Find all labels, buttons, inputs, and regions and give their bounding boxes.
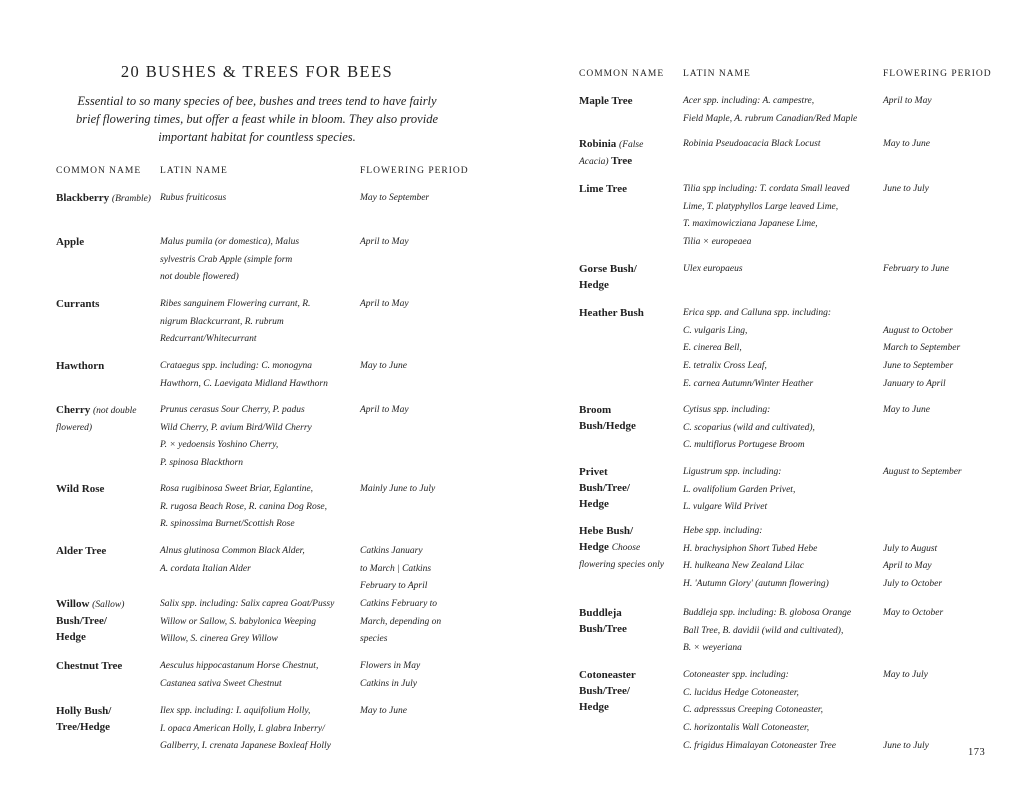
- latin-name: Alnus glutinosa Common Black Alder, A. cordata Italian Alder: [160, 546, 305, 574]
- common-name-cell: [56, 190, 152, 207]
- latin-name: Rubus fruiticosus: [160, 193, 227, 203]
- common-name: Cherry: [56, 404, 91, 416]
- common-name-continued: Bush/Tree/ Hedge: [56, 615, 107, 643]
- latin-name: Acer spp. including: A. campestre, Field Maple, A. rubrum Canadian/Red Maple: [683, 96, 858, 124]
- flowering-period: April to May: [883, 96, 932, 106]
- flowering-period: August to September: [883, 467, 962, 477]
- common-name-cell: [579, 181, 675, 197]
- common-name: Hebe Bush/ Hedge: [579, 525, 634, 553]
- flowering-period: May to June: [360, 706, 407, 716]
- common-name-cell: [579, 93, 675, 109]
- header-common-name: COMMON NAME: [56, 166, 142, 176]
- latin-name: Erica spp. and Calluna spp. including: C. vulgaris Ling, E. cinerea Bell, E. tetralix Cross Leaf, E. carnea Autumn/Winter Heather: [683, 308, 832, 389]
- flowering-period: May to June: [360, 361, 407, 371]
- common-name: Robinia: [579, 138, 617, 150]
- common-name: Alder Tree: [56, 545, 107, 557]
- flowering-period: May to September: [360, 193, 430, 203]
- common-name-cell: [579, 261, 675, 293]
- latin-name: Salix spp. including: Salix caprea Goat/Pussy Willow or Sallow, S. babylonica Weeping Willow, S. cinerea Grey Willow: [160, 599, 335, 645]
- common-name: Holly Bush/ Tree/Hedge: [56, 705, 112, 733]
- flowering-period: Catkins February to March, depending on species: [360, 599, 442, 645]
- common-name: Broom Bush/Hedge: [579, 404, 636, 432]
- latin-name: Hebe spp. including: H. brachysiphon Short Tubed Hebe H. hulkeana New Zealand Lilac H. 'Autumn Glory' (autumn flowering): [683, 526, 829, 590]
- common-name-note: Choose flowering species only: [579, 543, 664, 570]
- common-name: Blackberry: [56, 192, 110, 204]
- flowering-period: July to August April to May July to October: [883, 543, 943, 590]
- latin-name: Crataegus spp. including: C. monogyna Hawthorn, C. Laevigata Midland Hawthorn: [160, 361, 328, 389]
- common-name: Gorse Bush/ Hedge: [579, 263, 637, 291]
- common-name: Chestnut Tree: [56, 660, 123, 672]
- common-name: Heather Bush: [579, 307, 644, 319]
- latin-name: Ulex europaeus: [683, 264, 743, 274]
- common-name-cell: [56, 596, 152, 645]
- latin-name: Buddleja spp. including: B. globosa Orange Ball Tree, B. davidii (wild and cultivated), B. × weyeriana: [683, 608, 852, 654]
- common-name-note: (Sallow): [92, 600, 125, 610]
- common-name-cell: [579, 464, 675, 512]
- common-name: Apple: [56, 236, 85, 248]
- page-title: 20 BUSHES & TREES FOR BEES: [120, 62, 394, 81]
- flowering-period: May to June: [883, 405, 930, 415]
- common-name: Buddleja Bush/Tree: [579, 607, 627, 635]
- common-name-cell: [579, 523, 675, 573]
- common-name: Hawthorn: [56, 360, 105, 372]
- flowering-period: April to May: [360, 405, 409, 415]
- flowering-period: April to May: [360, 237, 409, 247]
- right-page: [512, 0, 1024, 802]
- header-latin-name: LATIN NAME: [683, 69, 751, 79]
- common-name-cell: [579, 402, 675, 434]
- header-common-name: COMMON NAME: [579, 69, 665, 79]
- common-name-cell: [579, 305, 675, 321]
- latin-name: Tilia spp including: T. cordata Small leaved Lime, T. platyphyllos Large leaved Lime, T. maximowicziana Japanese Lime, Tilia × europeaea: [683, 184, 850, 248]
- flowering-period: June to July: [883, 184, 929, 194]
- latin-name: Prunus cerasus Sour Cherry, P. padus Wild Cherry, P. avium Bird/Wild Cherry P. × yedoensis Yoshino Cherry, P. spinosa Blackthorn: [160, 405, 312, 469]
- flowering-period: Flowers in May Catkins in July: [360, 661, 421, 689]
- common-name-continued: Tree: [611, 155, 633, 167]
- header-flowering-period: FLOWERING PERIOD: [360, 166, 469, 176]
- common-name-cell: [56, 703, 152, 735]
- latin-name: Aesculus hippocastanum Horse Chestnut, Castanea sativa Sweet Chestnut: [160, 661, 319, 689]
- flowering-period: May to October: [883, 608, 944, 618]
- common-name: Privet Bush/Tree/ Hedge: [579, 466, 630, 510]
- common-name-cell: [56, 658, 152, 674]
- flowering-period: Catkins January to March | Catkins February to April: [360, 546, 432, 592]
- common-name-cell: [56, 234, 152, 250]
- intro-text: Essential to so many species of bee, bushes and trees tend to have fairly brief flowering times, but offer a feast while in bloom. They also provide important habitat for countless species.: [75, 94, 438, 144]
- common-name-cell: [579, 136, 675, 170]
- common-name-cell: [56, 481, 152, 497]
- flowering-period: April to May: [360, 299, 409, 309]
- common-name-cell: [56, 543, 152, 559]
- latin-name: Ilex spp. including: I. aquifolium Holly, I. opaca American Holly, I. glabra Inberry/ Gallberry, I. crenata Japanese Boxleaf Holly: [160, 706, 331, 752]
- common-name: Maple Tree: [579, 95, 633, 107]
- header-latin-name: LATIN NAME: [160, 166, 228, 176]
- latin-name: Cotoneaster spp. including: C. lucidus Hedge Cotoneaster, C. adpresssus Creeping Cotoneaster, C. horizontalis Wall Cotoneaster, C. frigidus Himalayan Cotoneaster Tree: [683, 670, 836, 751]
- flowering-period: May to June: [883, 139, 930, 149]
- common-name-cell: [56, 296, 152, 312]
- common-name-cell: [579, 667, 675, 715]
- common-name-cell: [56, 402, 152, 436]
- latin-name: Ribes sanguinem Flowering currant, R. nigrum Blackcurrant, R. rubrum Redcurrant/Whitecurrant: [160, 299, 311, 345]
- common-name: Cotoneaster Bush/Tree/ Hedge: [579, 669, 636, 713]
- common-name-note: (Bramble): [111, 194, 151, 204]
- latin-name: Ligustrum spp. including: L. ovalifolium Garden Privet, L. vulgare Wild Privet: [683, 467, 796, 513]
- common-name: Willow: [56, 598, 90, 610]
- flowering-period: Mainly June to July: [360, 484, 436, 494]
- flowering-period: August to October March to September June to September January to April: [883, 325, 961, 389]
- latin-name: Robinia Pseudoacacia Black Locust: [683, 139, 821, 149]
- flowering-period: May to July June to July: [883, 670, 929, 751]
- common-name-cell: [579, 605, 675, 637]
- latin-name: Cytisus spp. including: C. scoparius (wild and cultivated), C. multiflorus Portugese Broom: [683, 405, 815, 451]
- flowering-period: February to June: [883, 264, 949, 274]
- page-number: 173: [968, 747, 986, 758]
- common-name-cell: [56, 358, 152, 374]
- common-name: Lime Tree: [579, 183, 627, 195]
- latin-name: Malus pumila (or domestica), Malus sylvestris Crab Apple (simple form not double flowered): [160, 237, 300, 283]
- common-name-note: (not double flowered): [56, 406, 137, 433]
- common-name: Currants: [56, 298, 100, 310]
- common-name: Wild Rose: [56, 483, 105, 495]
- common-name-note: (False Acacia): [579, 140, 644, 167]
- header-flowering-period: FLOWERING PERIOD: [883, 69, 992, 79]
- latin-name: Rosa rugibinosa Sweet Briar, Eglantine, R. rugosa Beach Rose, R. canina Dog Rose, R. spinossima Burnet/Scottish Rose: [160, 484, 328, 530]
